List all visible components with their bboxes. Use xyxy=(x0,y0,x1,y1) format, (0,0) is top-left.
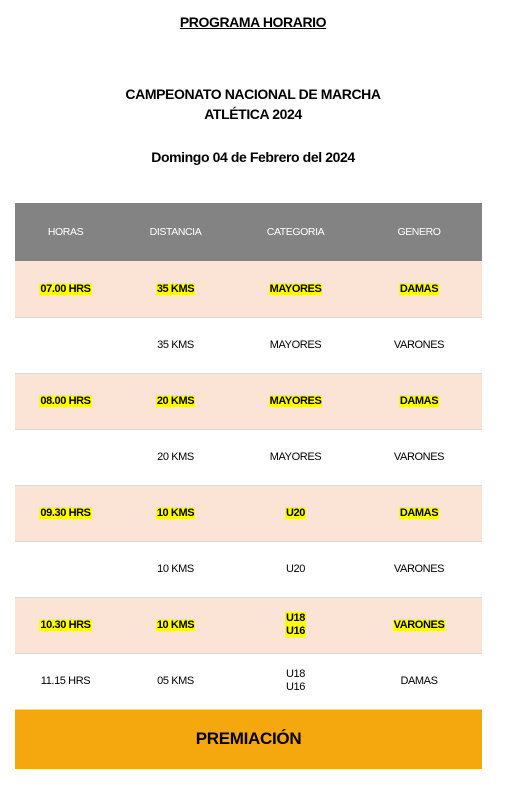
cell-categoria: MAYORES xyxy=(269,395,322,407)
table-row xyxy=(15,429,482,485)
table-row xyxy=(15,373,482,429)
cell-categoria: U20 xyxy=(286,507,305,519)
cell-categoria: MAYORES xyxy=(269,451,322,463)
table-row xyxy=(15,653,482,709)
cell-distancia: 10 KMS xyxy=(157,563,194,575)
header-distancia: DISTANCIA xyxy=(149,226,202,238)
cell-categoria: U20 xyxy=(286,563,305,575)
championship-title-line-2: ATLÉTICA 2024 xyxy=(204,106,302,122)
cell-distancia: 35 KMS xyxy=(156,282,195,295)
cell-genero: DAMAS xyxy=(399,395,439,407)
cell-genero: DAMAS xyxy=(400,675,438,687)
cell-genero: VARONES xyxy=(393,451,445,463)
document-title: PROGRAMA HORARIO xyxy=(179,14,327,30)
table-header-row xyxy=(15,203,482,261)
cell-genero: VARONES xyxy=(393,339,445,351)
cell-hora xyxy=(15,429,116,485)
cell-distancia: 10 KMS xyxy=(156,619,195,631)
cell-hora: 07.00 HRS xyxy=(40,282,91,295)
award-label: PREMIACIÓN xyxy=(195,729,302,749)
award-row xyxy=(15,709,482,769)
cell-genero: DAMAS xyxy=(399,507,439,519)
cell-genero: VARONES xyxy=(393,619,445,631)
cell-distancia: 05 KMS xyxy=(157,675,194,687)
table-row xyxy=(15,261,482,317)
cell-distancia: 35 KMS xyxy=(157,339,194,351)
categoria-line-1: U18 xyxy=(286,668,305,680)
header-horas: HORAS xyxy=(47,226,84,238)
schedule-table xyxy=(15,203,482,769)
table-row xyxy=(15,485,482,541)
cell-distancia: 20 KMS xyxy=(157,451,194,463)
cell-categoria: MAYORES xyxy=(269,339,322,351)
cell-hora: 09.30 HRS xyxy=(40,507,91,519)
table-row xyxy=(15,541,482,597)
cell-genero: VARONES xyxy=(393,563,445,575)
table-row xyxy=(15,317,482,373)
cell-hora: 11.15 HRS xyxy=(40,675,91,687)
cell-hora xyxy=(15,541,116,597)
categoria-line-2: U16 xyxy=(286,681,305,693)
cell-categoria xyxy=(235,597,356,653)
categoria-line-1: U18 xyxy=(286,612,305,624)
cell-distancia: 20 KMS xyxy=(156,395,195,407)
cell-hora: 10.30 HRS xyxy=(40,619,91,631)
table-row xyxy=(15,597,482,653)
cell-hora: 08.00 HRS xyxy=(40,395,91,407)
cell-hora xyxy=(15,317,116,373)
cell-categoria: MAYORES xyxy=(269,282,322,295)
event-date: Domingo 04 de Febrero del 2024 xyxy=(151,149,355,165)
header-genero: GENERO xyxy=(397,226,441,238)
cell-distancia: 10 KMS xyxy=(156,507,195,519)
header-categoria: CATEGORIA xyxy=(266,226,325,238)
cell-categoria xyxy=(235,653,356,709)
categoria-line-2: U16 xyxy=(286,625,305,637)
championship-title-line-1: CAMPEONATO NACIONAL DE MARCHA xyxy=(125,86,381,102)
cell-genero: DAMAS xyxy=(399,282,439,295)
